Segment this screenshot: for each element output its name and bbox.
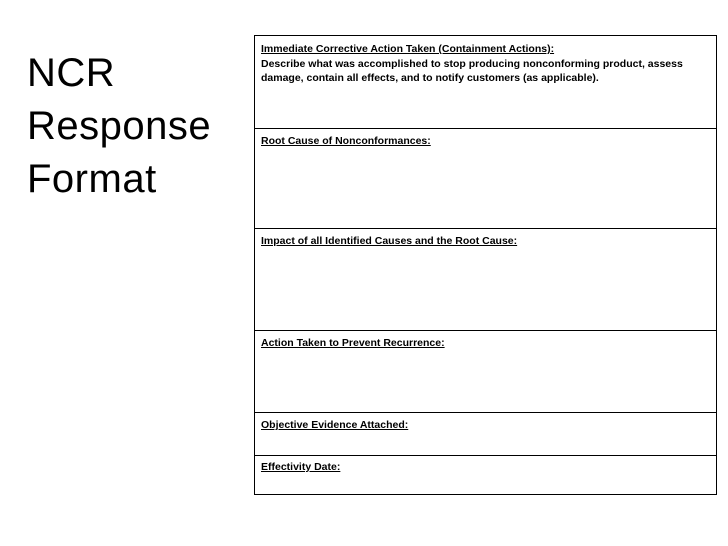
form-row-effectivity-date	[255, 455, 716, 494]
row-label-impact-of-causes: Impact of all Identified Causes and the Root Cause:	[261, 235, 518, 247]
row-label-action-prevent-recurrence: Action Taken to Prevent Recurrence:	[261, 337, 445, 349]
form-row-immediate-corrective-action	[255, 36, 716, 128]
slide-title	[27, 47, 242, 206]
form-row-impact-of-causes	[255, 228, 716, 330]
form-row-action-prevent-recurrence	[255, 330, 716, 412]
row-description-immediate-corrective-action: Describe what was accomplished to stop producing nonconforming product, assess damage, contain all effects, and to notify customers (as applicable).	[261, 58, 683, 84]
title-line-format: Format	[27, 157, 157, 201]
ncr-response-form	[254, 35, 717, 495]
row-label-objective-evidence: Objective Evidence Attached:	[261, 419, 409, 431]
title-line-response: Response	[27, 104, 212, 148]
title-line-ncr: NCR	[27, 51, 116, 95]
form-row-objective-evidence	[255, 412, 716, 455]
row-label-root-cause: Root Cause of Nonconformances:	[261, 135, 431, 147]
form-row-root-cause	[255, 128, 716, 228]
row-label-immediate-corrective-action: Immediate Corrective Action Taken (Containment Actions):	[261, 43, 555, 55]
row-label-effectivity-date: Effectivity Date:	[261, 461, 341, 473]
